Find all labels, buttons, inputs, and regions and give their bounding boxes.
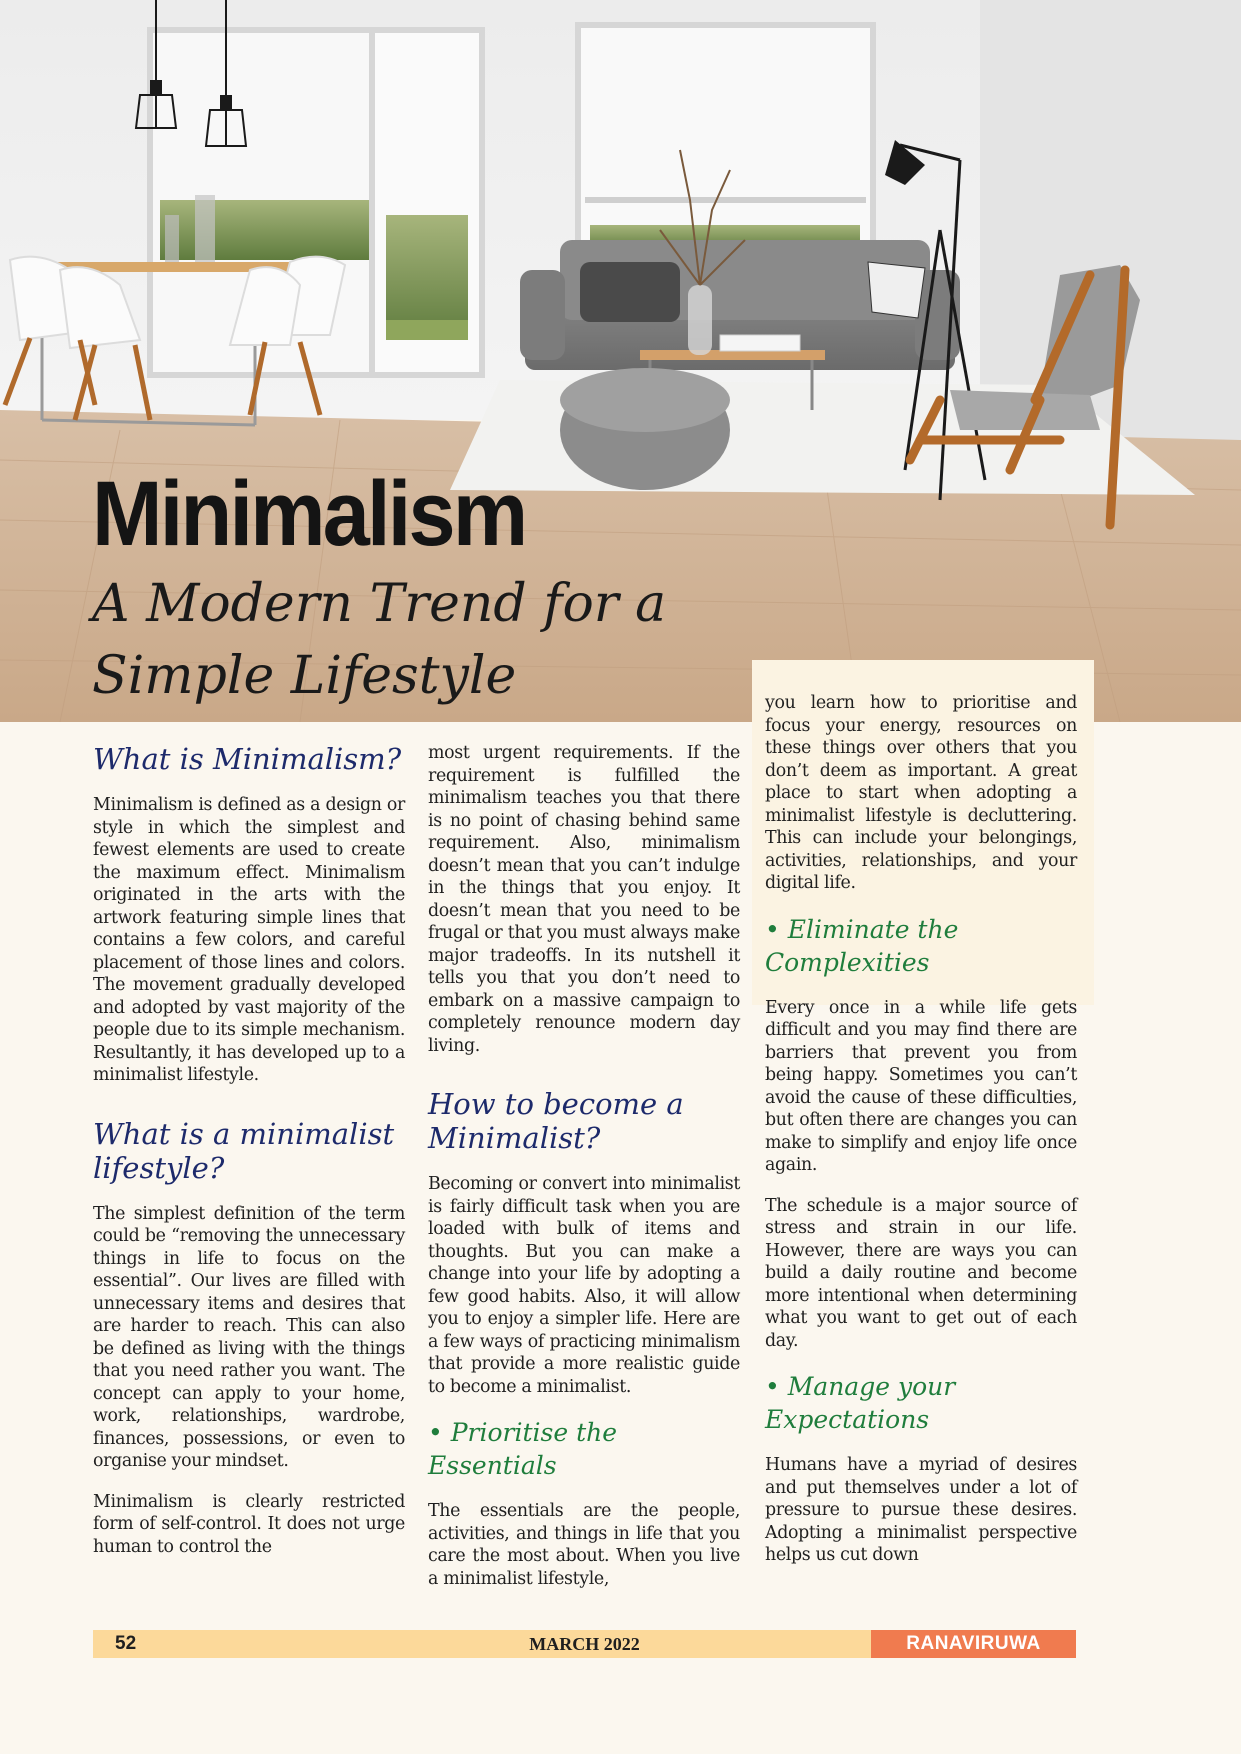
subheading-prioritise: • Prioritise the Essentials bbox=[428, 1418, 618, 1480]
paragraph: Every once in a while life gets difficult and you may find there are barriers that prevent you from being happy. Sometimes you can’t avoid the cause of these difficulties, but often there are changes you can make to simplify and enjoy life once again. bbox=[765, 997, 1077, 1175]
subtitle-line-2: Simple Lifestyle bbox=[92, 646, 517, 706]
subtitle-line-1: A Modern Trend for a bbox=[92, 574, 667, 634]
paragraph: Humans have a myriad of desires and put themselves under a lot of pressure to pursue these desires. Adopting a minimalist perspective helps us cut down bbox=[765, 1455, 1077, 1565]
publication-name: RANAVIRUWA bbox=[871, 1630, 1076, 1658]
heading-minimalist-lifestyle: What is a minimalist lifestyle? bbox=[93, 1116, 395, 1185]
page-subtitle bbox=[92, 568, 666, 712]
footer-bar bbox=[93, 1630, 1076, 1658]
column-3 bbox=[765, 692, 1077, 1585]
title-block bbox=[92, 463, 667, 712]
column-2 bbox=[428, 742, 740, 1608]
heading-how-to-become: How to become a Minimalist? bbox=[428, 1087, 684, 1155]
column-1 bbox=[93, 742, 405, 1576]
paragraph: Minimalism is defined as a design or style in which the simplest and fewest elements are used to create the maximum effect. Minimalism originated in the arts with the artwork featuring simple lines that contains a few colors, and careful placement of those lines and colors. The movement gradually developed and adopted by vast majority of the people due to its simple mechanism. Resultantly, it has developed up to a minimalist lifestyle. bbox=[93, 795, 405, 1085]
subheading-manage: • Manage your Expectations bbox=[765, 1372, 956, 1434]
paragraph: The simplest definition of the term could be “removing the unnecessary things in life to focus on the essential”. Our lives are filled with unnecessary items and desires that are harder to reach. This can also be defined as living with the things that you need rather you want. The concept can apply to your home, work, relationships, wardrobe, finances, possessions, or even to organise your mindset. bbox=[93, 1203, 405, 1471]
paragraph: The essentials are the people, activities, and things in life that you care the most about. When you live a minimalist lifestyle, bbox=[428, 1501, 740, 1589]
paragraph: Minimalism is clearly restricted form of self-control. It does not urge human to control the bbox=[93, 1491, 405, 1557]
heading-what-is-minimalism: What is Minimalism? bbox=[93, 742, 402, 776]
issue-date: MARCH 2022 bbox=[529, 1634, 640, 1654]
paragraph: you learn how to prioritise and focus your energy, resources on these things over others that you don’t deem as important. A great place to start when adopting a minimalist lifestyle is decluttering. This can include your belongings, activities, relationships, and your digital life. bbox=[765, 693, 1077, 893]
page-number: 52 bbox=[115, 1633, 137, 1654]
paragraph: most urgent requirements. If the requirement is fulfilled the minimalism teaches you that there is no point of chasing behind same requirement. Also, minimalism doesn’t mean that you can’t indulge in the things that you enjoy. It doesn’t mean that you need to be frugal or that you must always make major tradeoffs. In its nutshell it tells you that you don’t need to embark on a massive campaign to completely renounce modern day living. bbox=[428, 743, 740, 1056]
paragraph: Becoming or convert into minimalist is fairly difficult task when you are loaded with bulk of items and thoughts. But you can make a change into your life by adopting a few good habits. Also, it will allow you to enjoy a simpler life. Here are a few ways of practicing minimalism that provide a more realistic guide to become a minimalist. bbox=[428, 1174, 740, 1397]
subheading-eliminate: • Eliminate the Complexities bbox=[765, 914, 959, 977]
page-title: Minimalism bbox=[92, 463, 526, 565]
paragraph: The schedule is a major source of stress and strain in our life. However, there are ways you can build a daily routine and become more intentional when determining what you want to get out of each day. bbox=[765, 1195, 1077, 1351]
